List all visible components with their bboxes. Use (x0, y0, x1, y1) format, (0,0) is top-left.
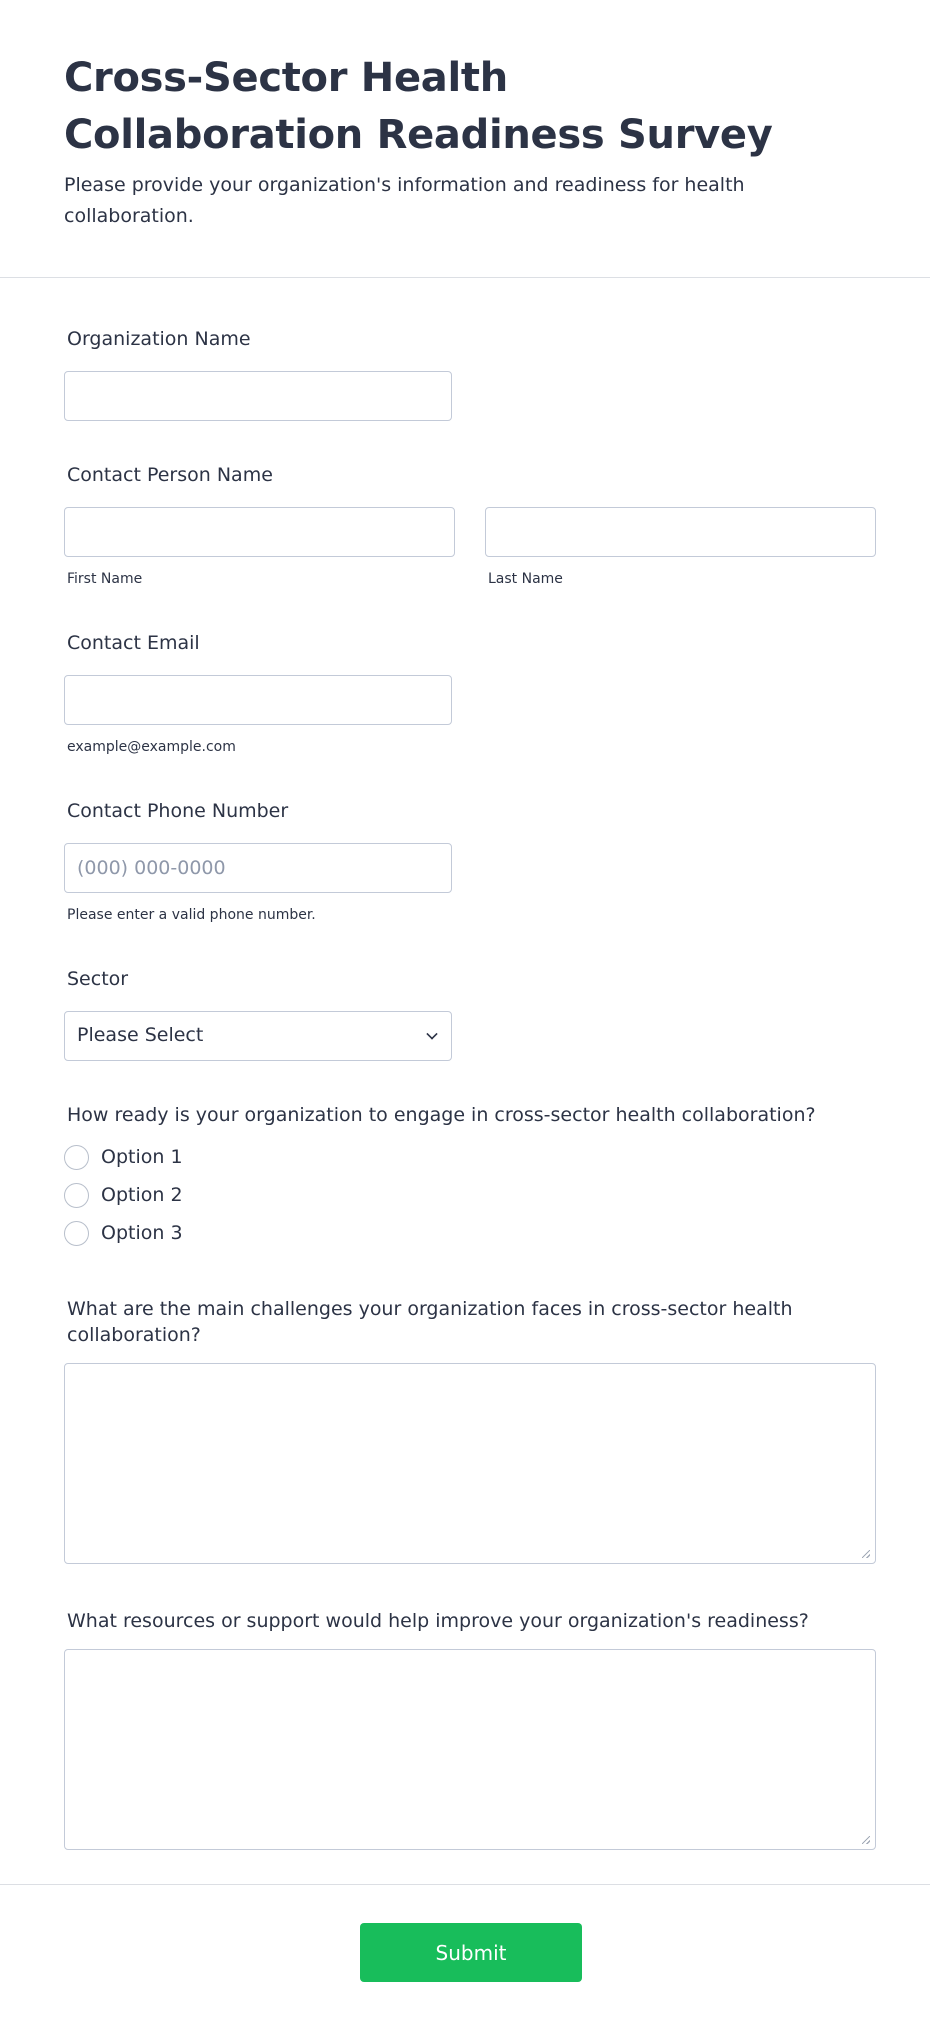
last-name-input[interactable] (485, 507, 876, 557)
readiness-option-2[interactable] (64, 1176, 816, 1214)
sector-selected-value: Please Select (77, 1024, 204, 1046)
submit-button[interactable]: Submit (360, 1923, 582, 1982)
challenges-label: What are the main challenges your organization faces in cross-sector health collaboration? (67, 1298, 793, 1346)
contact-name-row (64, 507, 876, 587)
org-name-field (64, 326, 452, 421)
radio-button[interactable] (64, 1145, 89, 1170)
sector-select[interactable] (64, 1011, 452, 1061)
first-name-col (64, 507, 455, 587)
sector-label: Sector (67, 968, 129, 990)
email-sublabel: example@example.com (67, 739, 236, 755)
email-field (64, 630, 452, 755)
survey-form (0, 278, 930, 1884)
form-footer (0, 1884, 930, 2032)
first-name-input[interactable] (64, 507, 455, 557)
phone-field (64, 798, 452, 923)
readiness-options (64, 1138, 816, 1252)
page-subtitle: Please provide your organization's information and readiness for health collaboration. (64, 174, 745, 227)
contact-name-field (64, 462, 876, 587)
resize-handle-icon[interactable] (862, 1550, 870, 1558)
phone-input[interactable] (64, 843, 452, 893)
resources-label: What resources or support would help improve your organization's readiness? (67, 1610, 809, 1632)
phone-label: Contact Phone Number (67, 800, 289, 822)
radio-label: Option 3 (101, 1222, 183, 1244)
challenges-textarea[interactable] (64, 1363, 876, 1564)
contact-name-label: Contact Person Name (67, 464, 273, 486)
org-name-input[interactable] (64, 371, 452, 421)
last-name-col (485, 507, 876, 587)
challenges-field (64, 1296, 876, 1564)
readiness-option-1[interactable] (64, 1138, 816, 1176)
readiness-field (64, 1102, 816, 1252)
radio-button[interactable] (64, 1221, 89, 1246)
resources-textarea[interactable] (64, 1649, 876, 1850)
chevron-down-icon (426, 1028, 437, 1039)
readiness-option-3[interactable] (64, 1214, 816, 1252)
last-name-sublabel: Last Name (488, 571, 563, 587)
sector-field (64, 966, 452, 1061)
radio-label: Option 2 (101, 1184, 183, 1206)
resources-field (64, 1608, 876, 1850)
form-header (0, 0, 930, 278)
readiness-label: How ready is your organization to engage in cross-sector health collaboration? (67, 1104, 816, 1126)
first-name-sublabel: First Name (67, 571, 143, 587)
email-input[interactable] (64, 675, 452, 725)
phone-sublabel: Please enter a valid phone number. (67, 907, 316, 923)
email-label: Contact Email (67, 632, 200, 654)
page-title: Cross-Sector Health Collaboration Readiness Survey (64, 55, 773, 158)
radio-label: Option 1 (101, 1146, 183, 1168)
org-name-label: Organization Name (67, 328, 251, 350)
radio-button[interactable] (64, 1183, 89, 1208)
resize-handle-icon[interactable] (862, 1836, 870, 1844)
